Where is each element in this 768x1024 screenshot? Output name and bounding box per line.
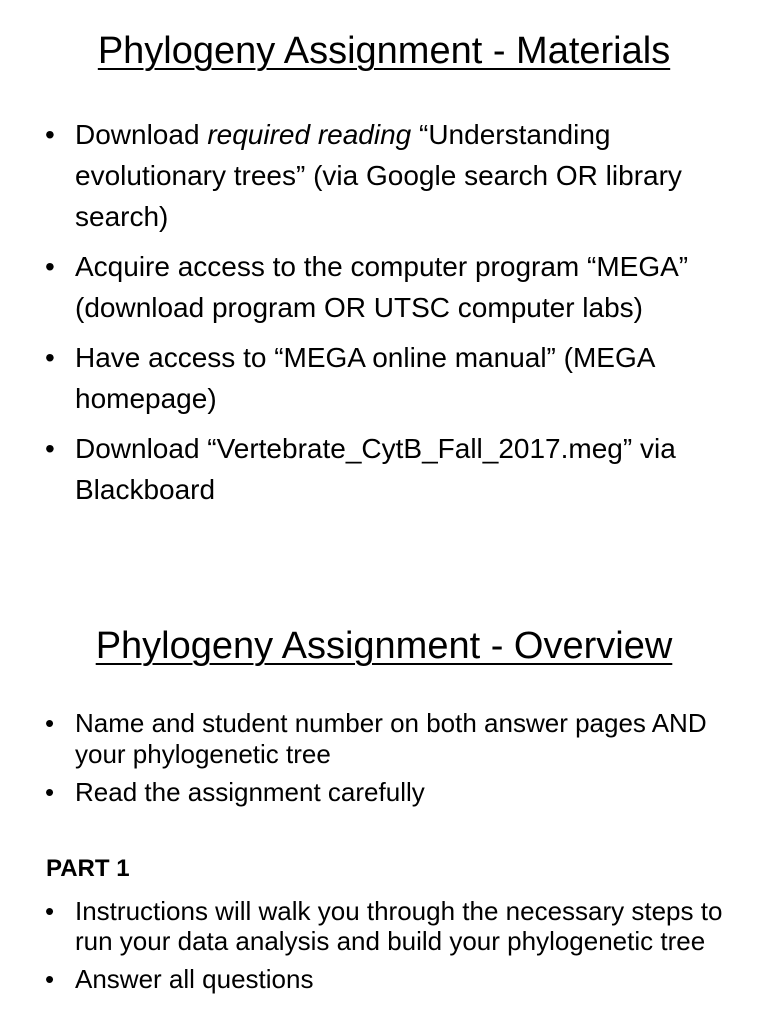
item-prefix: Download (75, 119, 208, 150)
bullet-icon: • (45, 708, 55, 738)
materials-title: Phylogeny Assignment - Materials (97, 30, 671, 72)
materials-list (45, 114, 745, 510)
item-text: Read the assignment carefully (75, 777, 425, 807)
bullet-icon: • (45, 251, 55, 282)
bullet-icon: • (45, 433, 55, 464)
bullet-icon: • (45, 777, 55, 807)
item-text: Name and student number on both answer pages AND your phylogenetic tree (75, 708, 707, 769)
list-item (45, 246, 745, 328)
list-item (45, 114, 745, 237)
item-text: Answer all questions (75, 964, 314, 994)
list-item (45, 337, 745, 419)
overview-slide (0, 600, 768, 1024)
list-item (45, 777, 745, 808)
item-text: Download “Vertebrate_CytB_Fall_2017.meg” via Blackboard (75, 433, 676, 505)
list-item (45, 428, 745, 510)
item-text: Instructions will walk you through the necessary steps to run your data analysis and build your phylogenetic tree (75, 896, 723, 956)
bullet-icon: • (45, 896, 55, 926)
list-item (45, 964, 745, 994)
item-suffix: “Understanding evolutionary trees” (via Google search OR library search) (75, 119, 682, 232)
overview-title: Phylogeny Assignment - Overview (95, 625, 673, 667)
part1-list (45, 896, 745, 1002)
overview-list (45, 708, 745, 815)
list-item (45, 708, 745, 770)
bullet-icon: • (45, 964, 55, 994)
item-text: Have access to “MEGA online manual” (MEGA homepage) (75, 342, 654, 414)
bullet-icon: • (45, 342, 55, 373)
item-text: Acquire access to the computer program “MEGA” (download program OR UTSC computer labs) (75, 251, 689, 323)
item-emphasis: required reading (207, 119, 412, 150)
bullet-icon: • (45, 119, 55, 150)
part1-heading: PART 1 (46, 855, 130, 882)
list-item (45, 896, 745, 956)
